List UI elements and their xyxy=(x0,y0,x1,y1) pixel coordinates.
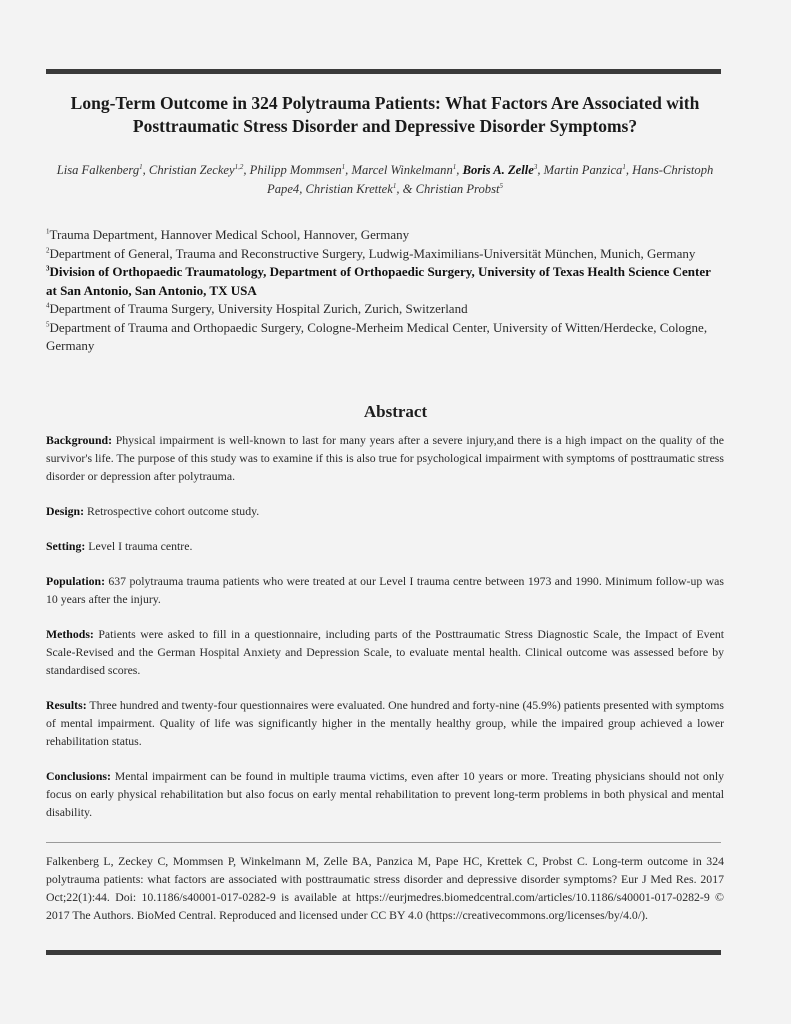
abstract-section-text: Physical impairment is well-known to last for many years after a severe injury,and there is a high impact on the quality of the survivor's life. The purpose of this study was to examine if this is also true for psychological impairment with symptoms of posttraumatic stress disorder or depression after polytrauma. xyxy=(46,433,724,483)
author-separator: , xyxy=(299,182,306,196)
author-separator: , xyxy=(537,163,544,177)
abstract-section xyxy=(46,502,724,520)
author-separator: , xyxy=(243,163,250,177)
abstract-section xyxy=(46,696,724,750)
author-affiliation-mark: 5 xyxy=(499,181,503,190)
abstract-section xyxy=(46,572,724,608)
author-affiliation-mark: 3 xyxy=(533,162,538,171)
citation-divider xyxy=(46,842,721,843)
affiliation xyxy=(46,263,724,300)
affiliation xyxy=(46,226,724,245)
abstract-section-label: Setting: xyxy=(46,539,86,553)
abstract-section xyxy=(46,537,724,555)
affiliation-text: Trauma Department, Hannover Medical School, Hannover, Germany xyxy=(49,227,410,242)
affiliation-number: 5 xyxy=(46,320,50,329)
affiliation-number: 1 xyxy=(46,227,50,236)
abstract-section-text: Retrospective cohort outcome study. xyxy=(84,504,260,518)
abstract-section-label: Background: xyxy=(46,433,112,447)
author-name: Christian Zeckey xyxy=(148,163,235,177)
paper-title: Long-Term Outcome in 324 Polytrauma Patients: What Factors Are Associated with Posttraumatic Stress Disorder and Depressive Disorder Symptoms? xyxy=(70,93,700,136)
author-name: Martin Panzica xyxy=(543,163,623,177)
author-name: Christian Probst xyxy=(415,182,500,196)
abstract-section-text: Level I trauma centre. xyxy=(85,539,193,553)
author-separator: , xyxy=(142,163,149,177)
affiliation-text: Division of Orthopaedic Traumatology, Department of Orthopaedic Surgery, University of Texas Health Science Center at San Antonio, San Antonio, TX USA xyxy=(46,264,711,298)
author-affiliation-mark: 1 xyxy=(452,162,457,171)
abstract-section xyxy=(46,625,724,679)
author-affiliation-mark: 1 xyxy=(341,162,346,171)
author-affiliation-mark: 1 xyxy=(139,162,143,171)
affiliation-text: Department of Trauma Surgery, University Hospital Zurich, Zurich, Switzerland xyxy=(49,301,468,316)
author-separator: , & xyxy=(396,182,416,196)
author-name: Christian Krettek xyxy=(305,182,393,196)
author-name: Lisa Falkenberg xyxy=(56,163,140,177)
author-name: Marcel Winkelmann xyxy=(351,163,453,177)
author-affiliation-mark: 1,2 xyxy=(234,162,244,171)
author-affiliation-mark: 1 xyxy=(392,181,397,190)
author-list xyxy=(50,161,720,199)
affiliation xyxy=(46,300,724,319)
affiliation xyxy=(46,319,724,356)
affiliation-list xyxy=(46,226,724,356)
abstract-section-label: Methods: xyxy=(46,627,94,641)
author-name: Boris A. Zelle xyxy=(462,163,534,177)
affiliation-text: Department of Trauma and Orthopaedic Surgery, Cologne-Merheim Medical Center, University of Witten/Herdecke, Cologne, Germany xyxy=(46,319,708,353)
abstract-body xyxy=(46,431,724,838)
author-separator: , xyxy=(345,163,352,177)
abstract-section-label: Results: xyxy=(46,698,87,712)
affiliation-number: 2 xyxy=(46,246,50,255)
abstract-section-text: 637 polytrauma trauma patients who were treated at our Level I trauma centre between 1973 and 1990. Minimum follow-up was 10 years after the injury. xyxy=(46,574,724,606)
abstract-section-text: Mental impairment can be found in multiple trauma victims, even after 10 years or more. Treating physicians should not only focus on early physical rehabilitation but also focus on early mental rehabilitation to prevent long-term problems in both physical and mental disability. xyxy=(46,769,724,819)
abstract-section-label: Population: xyxy=(46,574,105,588)
citation-text: Falkenberg L, Zeckey C, Mommsen P, Winkelmann M, Zelle BA, Panzica M, Pape HC, Krettek C, Probst C. Long-term outcome in 324 polytrauma patients: what factors are associated with posttraumatic stress disorder and depressive disorder symptoms? Eur J Med Res. 2017 Oct;22(1):44. Doi: 10.1186/s40001-017-0282-9 is available at https://eurjmedres.biomedcentral.com/articles/10.1186/s40001-017-0282-9 © 2017 The Authors. BioMed Central. Reproduced and licensed under CC BY 4.0 (https://creativecommons.org/licenses/by/4.0/). xyxy=(46,854,724,922)
author-affiliation-mark: 1 xyxy=(622,162,626,171)
author-separator: , xyxy=(625,163,633,177)
bottom-rule xyxy=(46,950,721,955)
affiliation-number: 3 xyxy=(46,264,50,273)
abstract-section xyxy=(46,431,724,485)
author-name: Hans-Christoph Pape4 xyxy=(267,163,714,196)
abstract-section-text: Three hundred and twenty-four questionnaires were evaluated. One hundred and forty-nine (45.9%) patients presented with symptoms of mental impairment. Quality of life was significantly higher in the mentally healthy group, while the impaired group achieved a lower rehabilitation status. xyxy=(46,698,724,748)
top-rule xyxy=(46,69,721,74)
abstract-section-label: Conclusions: xyxy=(46,769,111,783)
abstract-section xyxy=(46,767,724,821)
affiliation xyxy=(46,245,724,264)
abstract-section-label: Design: xyxy=(46,504,85,518)
abstract-section-text: Patients were asked to fill in a questionnaire, including parts of the Posttraumatic Stress Diagnostic Scale, the Impact of Event Scale-Revised and the German Hospital Anxiety and Depression Scale, to evaluate mental health. Clinical outcome was assessed before by standardised scores. xyxy=(46,627,724,677)
author-name: Philipp Mommsen xyxy=(249,163,342,177)
abstract-heading: Abstract xyxy=(363,402,428,421)
affiliation-text: Department of General, Trauma and Reconstructive Surgery, Ludwig-Maximilians-Universität München, Munich, Germany xyxy=(49,245,696,261)
affiliation-number: 4 xyxy=(46,301,50,310)
author-separator: , xyxy=(456,163,463,177)
